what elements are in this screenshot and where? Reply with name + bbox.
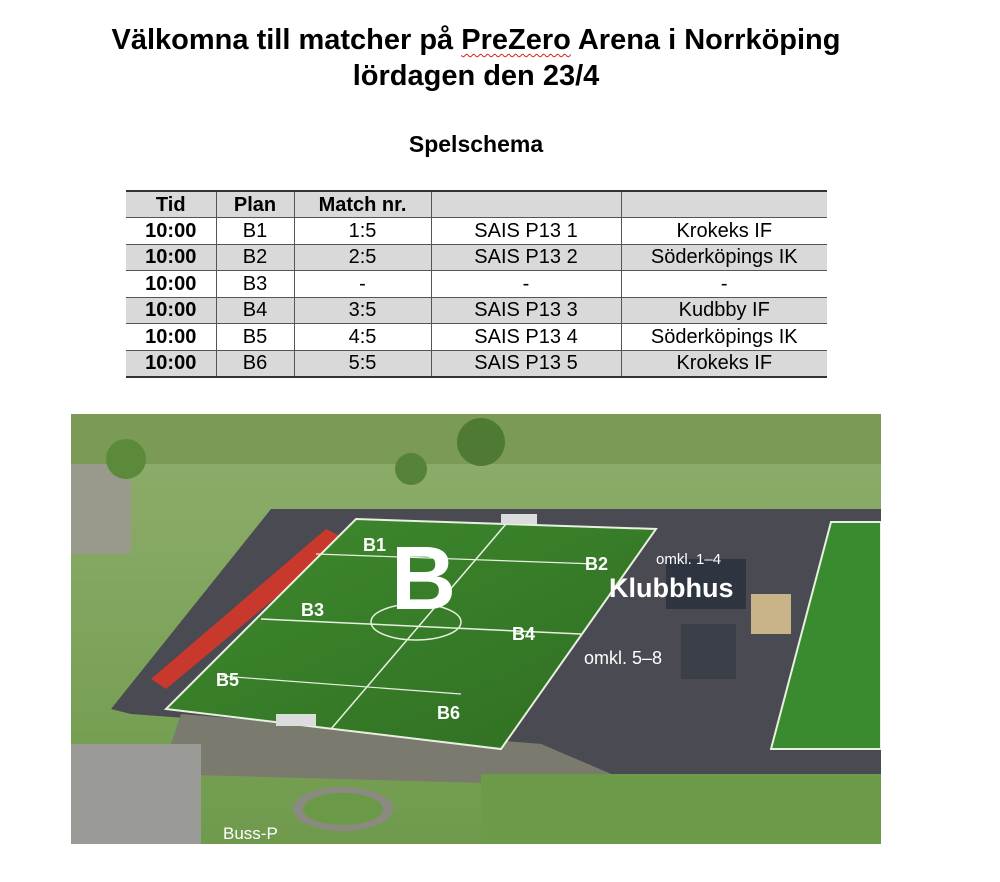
cell-plan: B1 — [216, 218, 294, 245]
spellcheck-word: PreZero — [461, 24, 571, 56]
cell-plan: B4 — [216, 297, 294, 324]
cell-time: 10:00 — [126, 297, 216, 324]
schedule-heading: Spelschema — [408, 131, 544, 157]
cell-team2: - — [621, 271, 827, 298]
cell-team2: Krokeks IF — [621, 218, 827, 245]
column-header-team2 — [621, 191, 827, 218]
cell-time: 10:00 — [126, 271, 216, 298]
cell-match: 3:5 — [294, 297, 431, 324]
table-row — [126, 350, 827, 377]
cell-team1: SAIS P13 1 — [431, 218, 621, 245]
cell-team2: Söderköpings IK — [621, 244, 827, 271]
column-header-team1 — [431, 191, 621, 218]
cell-time: 10:00 — [126, 218, 216, 245]
pitch-label-b1: B1 — [363, 535, 387, 555]
cell-plan: B2 — [216, 244, 294, 271]
changing-room-label-2: omkl. 5–8 — [584, 648, 663, 668]
table-row — [126, 297, 827, 324]
cell-time: 10:00 — [126, 244, 216, 271]
table-row — [126, 244, 827, 271]
cell-time: 10:00 — [126, 324, 216, 351]
cell-match: 4:5 — [294, 324, 431, 351]
pitch-label-b5: B5 — [216, 670, 240, 690]
cell-match: - — [294, 271, 431, 298]
arena-aerial-photo — [71, 414, 881, 844]
table-row — [126, 218, 827, 245]
title-line-2: lördagen den 23/4 — [352, 60, 600, 92]
cell-match: 5:5 — [294, 350, 431, 377]
cell-team1: - — [431, 271, 621, 298]
cell-team2: Söderköpings IK — [621, 324, 827, 351]
bus-parking-label: Buss-P — [223, 824, 278, 843]
pitch-label-b2: B2 — [585, 554, 609, 574]
changing-room-label-1: omkl. 1–4 — [656, 551, 722, 568]
cell-team1: SAIS P13 4 — [431, 324, 621, 351]
cell-team1: SAIS P13 3 — [431, 297, 621, 324]
table-row — [126, 324, 827, 351]
title-line-1: Välkomna till matcher på PreZero Arena i Norrköping — [111, 24, 841, 56]
cell-team2: Kudbby IF — [621, 297, 827, 324]
cell-plan: B6 — [216, 350, 294, 377]
pitch-label-b4: B4 — [512, 624, 536, 644]
cell-team2: Krokeks IF — [621, 350, 827, 377]
cell-plan: B3 — [216, 271, 294, 298]
cell-team1: SAIS P13 2 — [431, 244, 621, 271]
schedule-table — [126, 190, 827, 378]
cell-plan: B5 — [216, 324, 294, 351]
pitch-label-b3: B3 — [301, 600, 325, 620]
field-letter: B — [391, 529, 456, 629]
cell-match: 1:5 — [294, 218, 431, 245]
page-title — [0, 22, 952, 94]
table-row — [126, 271, 827, 298]
clubhouse-label: Klubbhus — [609, 573, 734, 603]
column-header-match: Match nr. — [294, 191, 431, 218]
column-header-plan: Plan — [216, 191, 294, 218]
column-header-time: Tid — [126, 191, 216, 218]
pitch-label-b6: B6 — [437, 703, 461, 723]
cell-team1: SAIS P13 5 — [431, 350, 621, 377]
table-header-row — [126, 191, 827, 218]
cell-time: 10:00 — [126, 350, 216, 377]
cell-match: 2:5 — [294, 244, 431, 271]
